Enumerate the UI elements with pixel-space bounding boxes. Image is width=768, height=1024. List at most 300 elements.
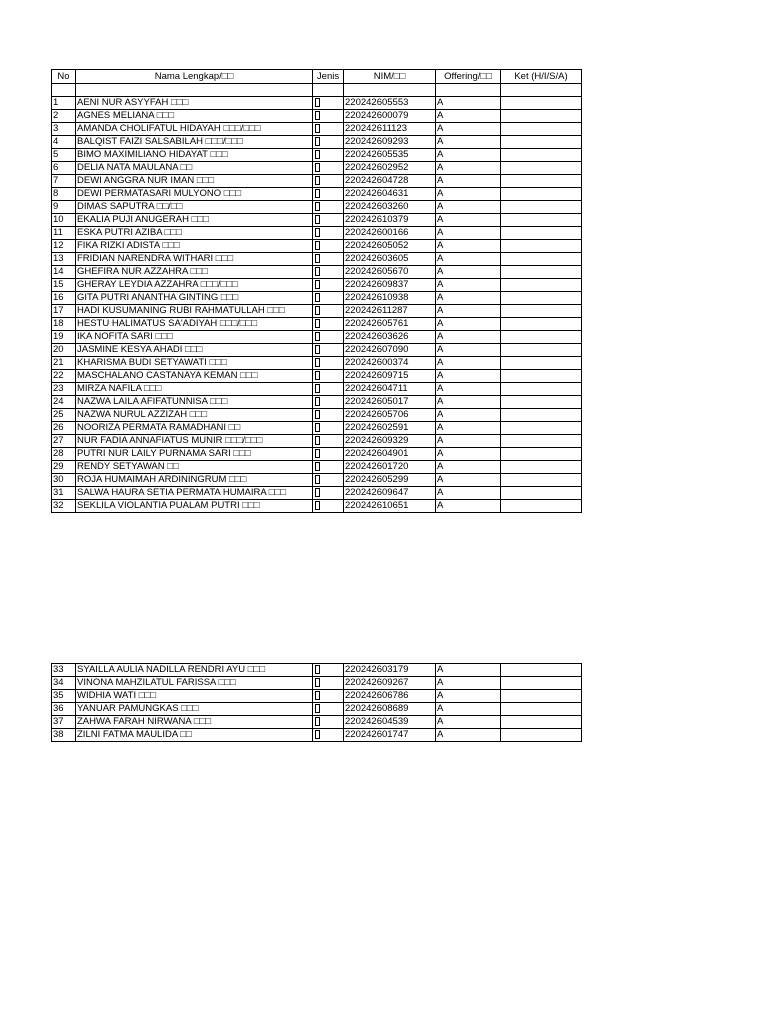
missing-glyph-icon xyxy=(315,254,320,263)
row-offering-cell[interactable]: A xyxy=(436,188,501,201)
row-offering-cell[interactable]: A xyxy=(436,474,501,487)
row-name-cell[interactable]: IKA NOFITA SARI □□□ xyxy=(76,331,313,344)
row-offering-cell[interactable]: A xyxy=(436,487,501,500)
row-jenis-cell[interactable] xyxy=(313,729,344,742)
row-ket-cell[interactable] xyxy=(501,292,582,305)
table-row xyxy=(52,487,582,500)
table-row xyxy=(52,227,582,240)
row-offering-cell[interactable]: A xyxy=(436,266,501,279)
missing-glyph-icon xyxy=(315,488,320,497)
row-name-cell[interactable]: NUR FADIA ANNAFIATUS MUNIR □□□/□□□ xyxy=(76,435,313,448)
row-offering-cell[interactable]: A xyxy=(436,240,501,253)
table-row xyxy=(52,279,582,292)
row-ket-cell[interactable] xyxy=(501,664,582,677)
missing-glyph-icon xyxy=(315,241,320,250)
row-ket-cell[interactable] xyxy=(501,435,582,448)
row-ket-cell[interactable] xyxy=(501,422,582,435)
row-no-cell[interactable]: 6 xyxy=(52,162,76,175)
row-no-cell[interactable]: 31 xyxy=(52,487,76,500)
row-offering-cell[interactable]: A xyxy=(436,149,501,162)
row-no-cell[interactable]: 13 xyxy=(52,253,76,266)
row-name-cell[interactable]: WIDHIA WATI □□□ xyxy=(76,690,313,703)
row-ket-cell[interactable] xyxy=(501,357,582,370)
row-ket-cell[interactable] xyxy=(501,149,582,162)
row-jenis-cell[interactable] xyxy=(313,448,344,461)
row-nim-cell[interactable]: 220242600079 xyxy=(344,110,436,123)
row-offering-cell[interactable]: A xyxy=(436,136,501,149)
row-ket-cell[interactable] xyxy=(501,690,582,703)
row-nim-cell[interactable]: 220242602952 xyxy=(344,162,436,175)
row-offering-cell[interactable]: A xyxy=(436,227,501,240)
row-no-cell[interactable]: 35 xyxy=(52,690,76,703)
row-offering-cell[interactable]: A xyxy=(436,409,501,422)
row-no-cell[interactable]: 37 xyxy=(52,716,76,729)
missing-glyph-icon xyxy=(315,436,320,445)
row-offering-cell[interactable]: A xyxy=(436,500,501,513)
row-no-cell[interactable]: 17 xyxy=(52,305,76,318)
row-offering-cell[interactable]: A xyxy=(436,690,501,703)
table-row xyxy=(52,253,582,266)
row-ket-cell[interactable] xyxy=(501,214,582,227)
row-name-cell[interactable]: AGNES MELIANA □□□ xyxy=(76,110,313,123)
row-name-cell[interactable]: AENI NUR ASYYFAH □□□ xyxy=(76,97,313,110)
table-row xyxy=(52,703,582,716)
row-offering-cell[interactable]: A xyxy=(436,435,501,448)
table-row xyxy=(52,664,582,677)
row-ket-cell[interactable] xyxy=(501,188,582,201)
row-name-cell[interactable]: NAZWA LAILA AFIFATUNNISA □□□ xyxy=(76,396,313,409)
row-no-cell[interactable]: 12 xyxy=(52,240,76,253)
row-jenis-cell[interactable] xyxy=(313,357,344,370)
row-name-cell[interactable]: ESKA PUTRI AZIBA □□□ xyxy=(76,227,313,240)
row-jenis-cell[interactable] xyxy=(313,123,344,136)
row-offering-cell[interactable]: A xyxy=(436,422,501,435)
row-jenis-cell[interactable] xyxy=(313,716,344,729)
table-row xyxy=(52,409,582,422)
row-no-cell[interactable]: 30 xyxy=(52,474,76,487)
header-offering: Offering/□□ xyxy=(436,70,501,84)
row-no-cell[interactable]: 16 xyxy=(52,292,76,305)
row-offering-cell[interactable]: A xyxy=(436,370,501,383)
row-jenis-cell[interactable] xyxy=(313,690,344,703)
row-name-cell[interactable]: SEKLILA VIOLANTIA PUALAM PUTRI □□□ xyxy=(76,500,313,513)
row-name-cell[interactable]: SYAILLA AULIA NADILLA RENDRI AYU □□□ xyxy=(76,664,313,677)
row-name-cell[interactable]: DIMAS SAPUTRA □□/□□ xyxy=(76,201,313,214)
row-name-cell[interactable]: DEWI PERMATASARI MULYONO □□□ xyxy=(76,188,313,201)
row-ket-cell[interactable] xyxy=(501,110,582,123)
row-ket-cell[interactable] xyxy=(501,409,582,422)
row-no-cell[interactable]: 20 xyxy=(52,344,76,357)
row-name-cell[interactable]: MASCHALANO CASTANAYA KEMAN □□□ xyxy=(76,370,313,383)
row-jenis-cell[interactable] xyxy=(313,253,344,266)
missing-glyph-icon xyxy=(315,319,320,328)
row-jenis-cell[interactable] xyxy=(313,110,344,123)
row-nim-cell[interactable]: 220242605535 xyxy=(344,149,436,162)
row-nim-cell[interactable]: 220242609837 xyxy=(344,279,436,292)
row-nim-cell[interactable]: 220242610938 xyxy=(344,292,436,305)
row-jenis-cell[interactable] xyxy=(313,435,344,448)
row-name-cell[interactable]: DELIA NATA MAULANA □□ xyxy=(76,162,313,175)
row-ket-cell[interactable] xyxy=(501,331,582,344)
row-name-cell[interactable]: FIKA RIZKI ADISTA □□□ xyxy=(76,240,313,253)
table-row xyxy=(52,500,582,513)
missing-glyph-icon xyxy=(315,462,320,471)
missing-glyph-icon xyxy=(315,410,320,419)
row-no-cell[interactable]: 1 xyxy=(52,97,76,110)
row-nim-cell[interactable]: 220242610379 xyxy=(344,214,436,227)
row-name-cell[interactable]: VINONA MAHZILATUL FARISSA □□□ xyxy=(76,677,313,690)
row-name-cell[interactable]: ROJA HUMAIMAH ARDININGRUM □□□ xyxy=(76,474,313,487)
row-no-cell[interactable]: 25 xyxy=(52,409,76,422)
row-offering-cell[interactable]: A xyxy=(436,123,501,136)
missing-glyph-icon xyxy=(315,111,320,120)
header-ket: Ket (H/I/S/A) xyxy=(501,70,582,84)
row-jenis-cell[interactable] xyxy=(313,292,344,305)
row-name-cell[interactable]: HADI KUSUMANING RUBI RAHMATULLAH □□□ xyxy=(76,305,313,318)
row-name-cell[interactable]: HESTU HALIMATUS SA'ADIYAH □□□/□□□ xyxy=(76,318,313,331)
row-offering-cell[interactable]: A xyxy=(436,214,501,227)
row-nim-cell[interactable]: 220242605299 xyxy=(344,474,436,487)
row-jenis-cell[interactable] xyxy=(313,677,344,690)
row-nim-cell[interactable]: 220242611123 xyxy=(344,123,436,136)
row-ket-cell[interactable] xyxy=(501,677,582,690)
row-jenis-cell[interactable] xyxy=(313,461,344,474)
row-no-cell[interactable]: 2 xyxy=(52,110,76,123)
row-no-cell[interactable]: 9 xyxy=(52,201,76,214)
row-nim-cell[interactable]: 220242609647 xyxy=(344,487,436,500)
empty-cell[interactable] xyxy=(436,84,501,97)
row-offering-cell[interactable]: A xyxy=(436,357,501,370)
table-row xyxy=(52,240,582,253)
row-name-cell[interactable]: BIMO MAXIMILIANO HIDAYAT □□□ xyxy=(76,149,313,162)
empty-cell[interactable] xyxy=(52,84,76,97)
row-offering-cell[interactable]: A xyxy=(436,677,501,690)
row-name-cell[interactable]: YANUAR PAMUNGKAS □□□ xyxy=(76,703,313,716)
missing-glyph-icon xyxy=(315,501,320,510)
row-offering-cell[interactable]: A xyxy=(436,461,501,474)
row-nim-cell[interactable]: 220242605553 xyxy=(344,97,436,110)
row-name-cell[interactable]: DEWI ANGGRA NUR IMAN □□□ xyxy=(76,175,313,188)
row-offering-cell[interactable]: A xyxy=(436,279,501,292)
row-name-cell[interactable]: RENDY SETYAWAN □□ xyxy=(76,461,313,474)
row-nim-cell[interactable]: 220242604728 xyxy=(344,175,436,188)
row-ket-cell[interactable] xyxy=(501,201,582,214)
row-offering-cell[interactable]: A xyxy=(436,318,501,331)
row-ket-cell[interactable] xyxy=(501,227,582,240)
row-offering-cell[interactable]: A xyxy=(436,729,501,742)
row-ket-cell[interactable] xyxy=(501,240,582,253)
row-name-cell[interactable]: NOORIZA PERMATA RAMADHANI □□ xyxy=(76,422,313,435)
attendance-table-page-1 xyxy=(51,69,582,513)
row-nim-cell[interactable]: 220242607090 xyxy=(344,344,436,357)
empty-cell[interactable] xyxy=(501,84,582,97)
row-offering-cell[interactable]: A xyxy=(436,305,501,318)
missing-glyph-icon xyxy=(315,163,320,172)
row-nim-cell[interactable]: 220242606786 xyxy=(344,690,436,703)
empty-cell[interactable] xyxy=(313,84,344,97)
row-offering-cell[interactable]: A xyxy=(436,162,501,175)
row-nim-cell[interactable]: 220242609293 xyxy=(344,136,436,149)
row-ket-cell[interactable] xyxy=(501,729,582,742)
row-name-cell[interactable]: GHEFIRA NUR AZZAHRA □□□ xyxy=(76,266,313,279)
row-no-cell[interactable]: 29 xyxy=(52,461,76,474)
row-offering-cell[interactable]: A xyxy=(436,448,501,461)
row-jenis-cell[interactable] xyxy=(313,201,344,214)
row-nim-cell[interactable]: 220242605052 xyxy=(344,240,436,253)
row-no-cell[interactable]: 32 xyxy=(52,500,76,513)
row-nim-cell[interactable]: 220242601720 xyxy=(344,461,436,474)
row-nim-cell[interactable]: 220242602591 xyxy=(344,422,436,435)
row-ket-cell[interactable] xyxy=(501,136,582,149)
row-no-cell[interactable]: 7 xyxy=(52,175,76,188)
table-row xyxy=(52,110,582,123)
row-name-cell[interactable]: BALQIST FAIZI SALSABILAH □□□/□□□ xyxy=(76,136,313,149)
row-nim-cell[interactable]: 220242600374 xyxy=(344,357,436,370)
row-no-cell[interactable]: 21 xyxy=(52,357,76,370)
row-ket-cell[interactable] xyxy=(501,448,582,461)
row-no-cell[interactable]: 33 xyxy=(52,664,76,677)
row-nim-cell[interactable]: 220242604539 xyxy=(344,716,436,729)
row-jenis-cell[interactable] xyxy=(313,318,344,331)
row-offering-cell[interactable]: A xyxy=(436,110,501,123)
row-name-cell[interactable]: JASMINE KESYA AHADI □□□ xyxy=(76,344,313,357)
row-offering-cell[interactable]: A xyxy=(436,383,501,396)
missing-glyph-icon xyxy=(315,371,320,380)
row-ket-cell[interactable] xyxy=(501,383,582,396)
row-jenis-cell[interactable] xyxy=(313,227,344,240)
row-jenis-cell[interactable] xyxy=(313,188,344,201)
row-ket-cell[interactable] xyxy=(501,279,582,292)
missing-glyph-icon xyxy=(315,691,320,700)
row-ket-cell[interactable] xyxy=(501,253,582,266)
row-name-cell[interactable]: NAZWA NURUL AZZIZAH □□□ xyxy=(76,409,313,422)
row-no-cell[interactable]: 11 xyxy=(52,227,76,240)
empty-cell[interactable] xyxy=(344,84,436,97)
table-row xyxy=(52,123,582,136)
row-no-cell[interactable]: 18 xyxy=(52,318,76,331)
table-row xyxy=(52,357,582,370)
row-no-cell[interactable]: 27 xyxy=(52,435,76,448)
row-ket-cell[interactable] xyxy=(501,175,582,188)
row-nim-cell[interactable]: 220242601747 xyxy=(344,729,436,742)
row-no-cell[interactable]: 14 xyxy=(52,266,76,279)
row-ket-cell[interactable] xyxy=(501,703,582,716)
missing-glyph-icon xyxy=(315,228,320,237)
row-ket-cell[interactable] xyxy=(501,716,582,729)
row-no-cell[interactable]: 4 xyxy=(52,136,76,149)
row-jenis-cell[interactable] xyxy=(313,214,344,227)
row-nim-cell[interactable]: 220242603260 xyxy=(344,201,436,214)
row-nim-cell[interactable]: 220242604631 xyxy=(344,188,436,201)
row-name-cell[interactable]: PUTRI NUR LAILY PURNAMA SARI □□□ xyxy=(76,448,313,461)
row-jenis-cell[interactable] xyxy=(313,409,344,422)
missing-glyph-icon xyxy=(315,423,320,432)
missing-glyph-icon xyxy=(315,384,320,393)
row-ket-cell[interactable] xyxy=(501,344,582,357)
row-jenis-cell[interactable] xyxy=(313,500,344,513)
missing-glyph-icon xyxy=(315,730,320,739)
row-name-cell[interactable]: ZAHWA FARAH NIRWANA □□□ xyxy=(76,716,313,729)
table-row xyxy=(52,175,582,188)
row-ket-cell[interactable] xyxy=(501,97,582,110)
row-no-cell[interactable]: 3 xyxy=(52,123,76,136)
row-no-cell[interactable]: 8 xyxy=(52,188,76,201)
row-offering-cell[interactable]: A xyxy=(436,175,501,188)
row-jenis-cell[interactable] xyxy=(313,175,344,188)
row-nim-cell[interactable]: 220242609715 xyxy=(344,370,436,383)
row-nim-cell[interactable]: 220242603605 xyxy=(344,253,436,266)
row-name-cell[interactable]: ZILNI FATMA MAULIDA □□ xyxy=(76,729,313,742)
row-nim-cell[interactable]: 220242600166 xyxy=(344,227,436,240)
missing-glyph-icon xyxy=(315,137,320,146)
row-nim-cell[interactable]: 220242603626 xyxy=(344,331,436,344)
table-row xyxy=(52,729,582,742)
row-jenis-cell[interactable] xyxy=(313,279,344,292)
row-name-cell[interactable]: GITA PUTRI ANANTHA GINTING □□□ xyxy=(76,292,313,305)
table-row xyxy=(52,396,582,409)
row-ket-cell[interactable] xyxy=(501,396,582,409)
row-ket-cell[interactable] xyxy=(501,461,582,474)
row-jenis-cell[interactable] xyxy=(313,136,344,149)
missing-glyph-icon xyxy=(315,267,320,276)
row-nim-cell[interactable]: 220242604711 xyxy=(344,383,436,396)
row-name-cell[interactable]: GHERAY LEYDIA AZZAHRA □□□/□□□ xyxy=(76,279,313,292)
row-offering-cell[interactable]: A xyxy=(436,201,501,214)
row-nim-cell[interactable]: 220242611287 xyxy=(344,305,436,318)
row-ket-cell[interactable] xyxy=(501,500,582,513)
row-no-cell[interactable]: 36 xyxy=(52,703,76,716)
row-no-cell[interactable]: 28 xyxy=(52,448,76,461)
row-offering-cell[interactable]: A xyxy=(436,664,501,677)
row-jenis-cell[interactable] xyxy=(313,240,344,253)
row-jenis-cell[interactable] xyxy=(313,703,344,716)
table-row xyxy=(52,383,582,396)
row-jenis-cell[interactable] xyxy=(313,97,344,110)
table-row xyxy=(52,188,582,201)
row-jenis-cell[interactable] xyxy=(313,344,344,357)
table-row xyxy=(52,422,582,435)
row-no-cell[interactable]: 26 xyxy=(52,422,76,435)
row-jenis-cell[interactable] xyxy=(313,422,344,435)
table-row xyxy=(52,448,582,461)
row-name-cell[interactable]: FRIDIAN NARENDRA WITHARI □□□ xyxy=(76,253,313,266)
missing-glyph-icon xyxy=(315,717,320,726)
header-nim: NIM/□□ xyxy=(344,70,436,84)
missing-glyph-icon xyxy=(315,306,320,315)
row-no-cell[interactable]: 38 xyxy=(52,729,76,742)
row-jenis-cell[interactable] xyxy=(313,396,344,409)
missing-glyph-icon xyxy=(315,397,320,406)
row-nim-cell[interactable]: 220242609329 xyxy=(344,435,436,448)
row-nim-cell[interactable]: 220242605761 xyxy=(344,318,436,331)
row-jenis-cell[interactable] xyxy=(313,487,344,500)
missing-glyph-icon xyxy=(315,449,320,458)
row-ket-cell[interactable] xyxy=(501,487,582,500)
table-row xyxy=(52,305,582,318)
row-name-cell[interactable]: AMANDA CHOLIFATUL HIDAYAH □□□/□□□ xyxy=(76,123,313,136)
table-row xyxy=(52,716,582,729)
row-jenis-cell[interactable] xyxy=(313,664,344,677)
missing-glyph-icon xyxy=(315,704,320,713)
row-name-cell[interactable]: MIRZA NAFILA □□□ xyxy=(76,383,313,396)
row-no-cell[interactable]: 10 xyxy=(52,214,76,227)
row-offering-cell[interactable]: A xyxy=(436,292,501,305)
row-jenis-cell[interactable] xyxy=(313,383,344,396)
row-jenis-cell[interactable] xyxy=(313,162,344,175)
missing-glyph-icon xyxy=(315,345,320,354)
table-row xyxy=(52,136,582,149)
empty-cell[interactable] xyxy=(76,84,313,97)
row-name-cell[interactable]: SALWA HAURA SETIA PERMATA HUMAIRA □□□ xyxy=(76,487,313,500)
table-row xyxy=(52,331,582,344)
row-nim-cell[interactable]: 220242605017 xyxy=(344,396,436,409)
table-row xyxy=(52,435,582,448)
missing-glyph-icon xyxy=(315,665,320,674)
row-no-cell[interactable]: 34 xyxy=(52,677,76,690)
header-no: No xyxy=(52,70,76,84)
row-nim-cell[interactable]: 220242605706 xyxy=(344,409,436,422)
row-offering-cell[interactable]: A xyxy=(436,396,501,409)
row-nim-cell[interactable]: 220242603179 xyxy=(344,664,436,677)
row-ket-cell[interactable] xyxy=(501,162,582,175)
row-jenis-cell[interactable] xyxy=(313,149,344,162)
missing-glyph-icon xyxy=(315,358,320,367)
table-row xyxy=(52,292,582,305)
row-ket-cell[interactable] xyxy=(501,123,582,136)
row-jenis-cell[interactable] xyxy=(313,266,344,279)
row-offering-cell[interactable]: A xyxy=(436,344,501,357)
row-nim-cell[interactable]: 220242605670 xyxy=(344,266,436,279)
row-no-cell[interactable]: 19 xyxy=(52,331,76,344)
row-jenis-cell[interactable] xyxy=(313,331,344,344)
table-row xyxy=(52,690,582,703)
row-nim-cell[interactable]: 220242608689 xyxy=(344,703,436,716)
header-jenis: Jenis xyxy=(313,70,344,84)
row-no-cell[interactable]: 24 xyxy=(52,396,76,409)
row-nim-cell[interactable]: 220242609267 xyxy=(344,677,436,690)
missing-glyph-icon xyxy=(315,332,320,341)
table-row xyxy=(52,266,582,279)
row-name-cell[interactable]: KHARISMA BUDI SETYAWATI □□□ xyxy=(76,357,313,370)
row-ket-cell[interactable] xyxy=(501,318,582,331)
row-ket-cell[interactable] xyxy=(501,474,582,487)
row-no-cell[interactable]: 5 xyxy=(52,149,76,162)
table-row xyxy=(52,370,582,383)
row-name-cell[interactable]: EKALIA PUJI ANUGERAH □□□ xyxy=(76,214,313,227)
row-offering-cell[interactable]: A xyxy=(436,716,501,729)
row-offering-cell[interactable]: A xyxy=(436,253,501,266)
header-nama: Nama Lengkap/□□ xyxy=(76,70,313,84)
row-ket-cell[interactable] xyxy=(501,266,582,279)
row-jenis-cell[interactable] xyxy=(313,305,344,318)
missing-glyph-icon xyxy=(315,98,320,107)
row-no-cell[interactable]: 23 xyxy=(52,383,76,396)
missing-glyph-icon xyxy=(315,293,320,302)
table-row xyxy=(52,201,582,214)
row-ket-cell[interactable] xyxy=(501,370,582,383)
row-no-cell[interactable]: 22 xyxy=(52,370,76,383)
missing-glyph-icon xyxy=(315,678,320,687)
row-offering-cell[interactable]: A xyxy=(436,97,501,110)
row-ket-cell[interactable] xyxy=(501,305,582,318)
row-offering-cell[interactable]: A xyxy=(436,331,501,344)
row-offering-cell[interactable]: A xyxy=(436,703,501,716)
row-nim-cell[interactable]: 220242604901 xyxy=(344,448,436,461)
row-no-cell[interactable]: 15 xyxy=(52,279,76,292)
row-jenis-cell[interactable] xyxy=(313,474,344,487)
row-jenis-cell[interactable] xyxy=(313,370,344,383)
row-nim-cell[interactable]: 220242610651 xyxy=(344,500,436,513)
